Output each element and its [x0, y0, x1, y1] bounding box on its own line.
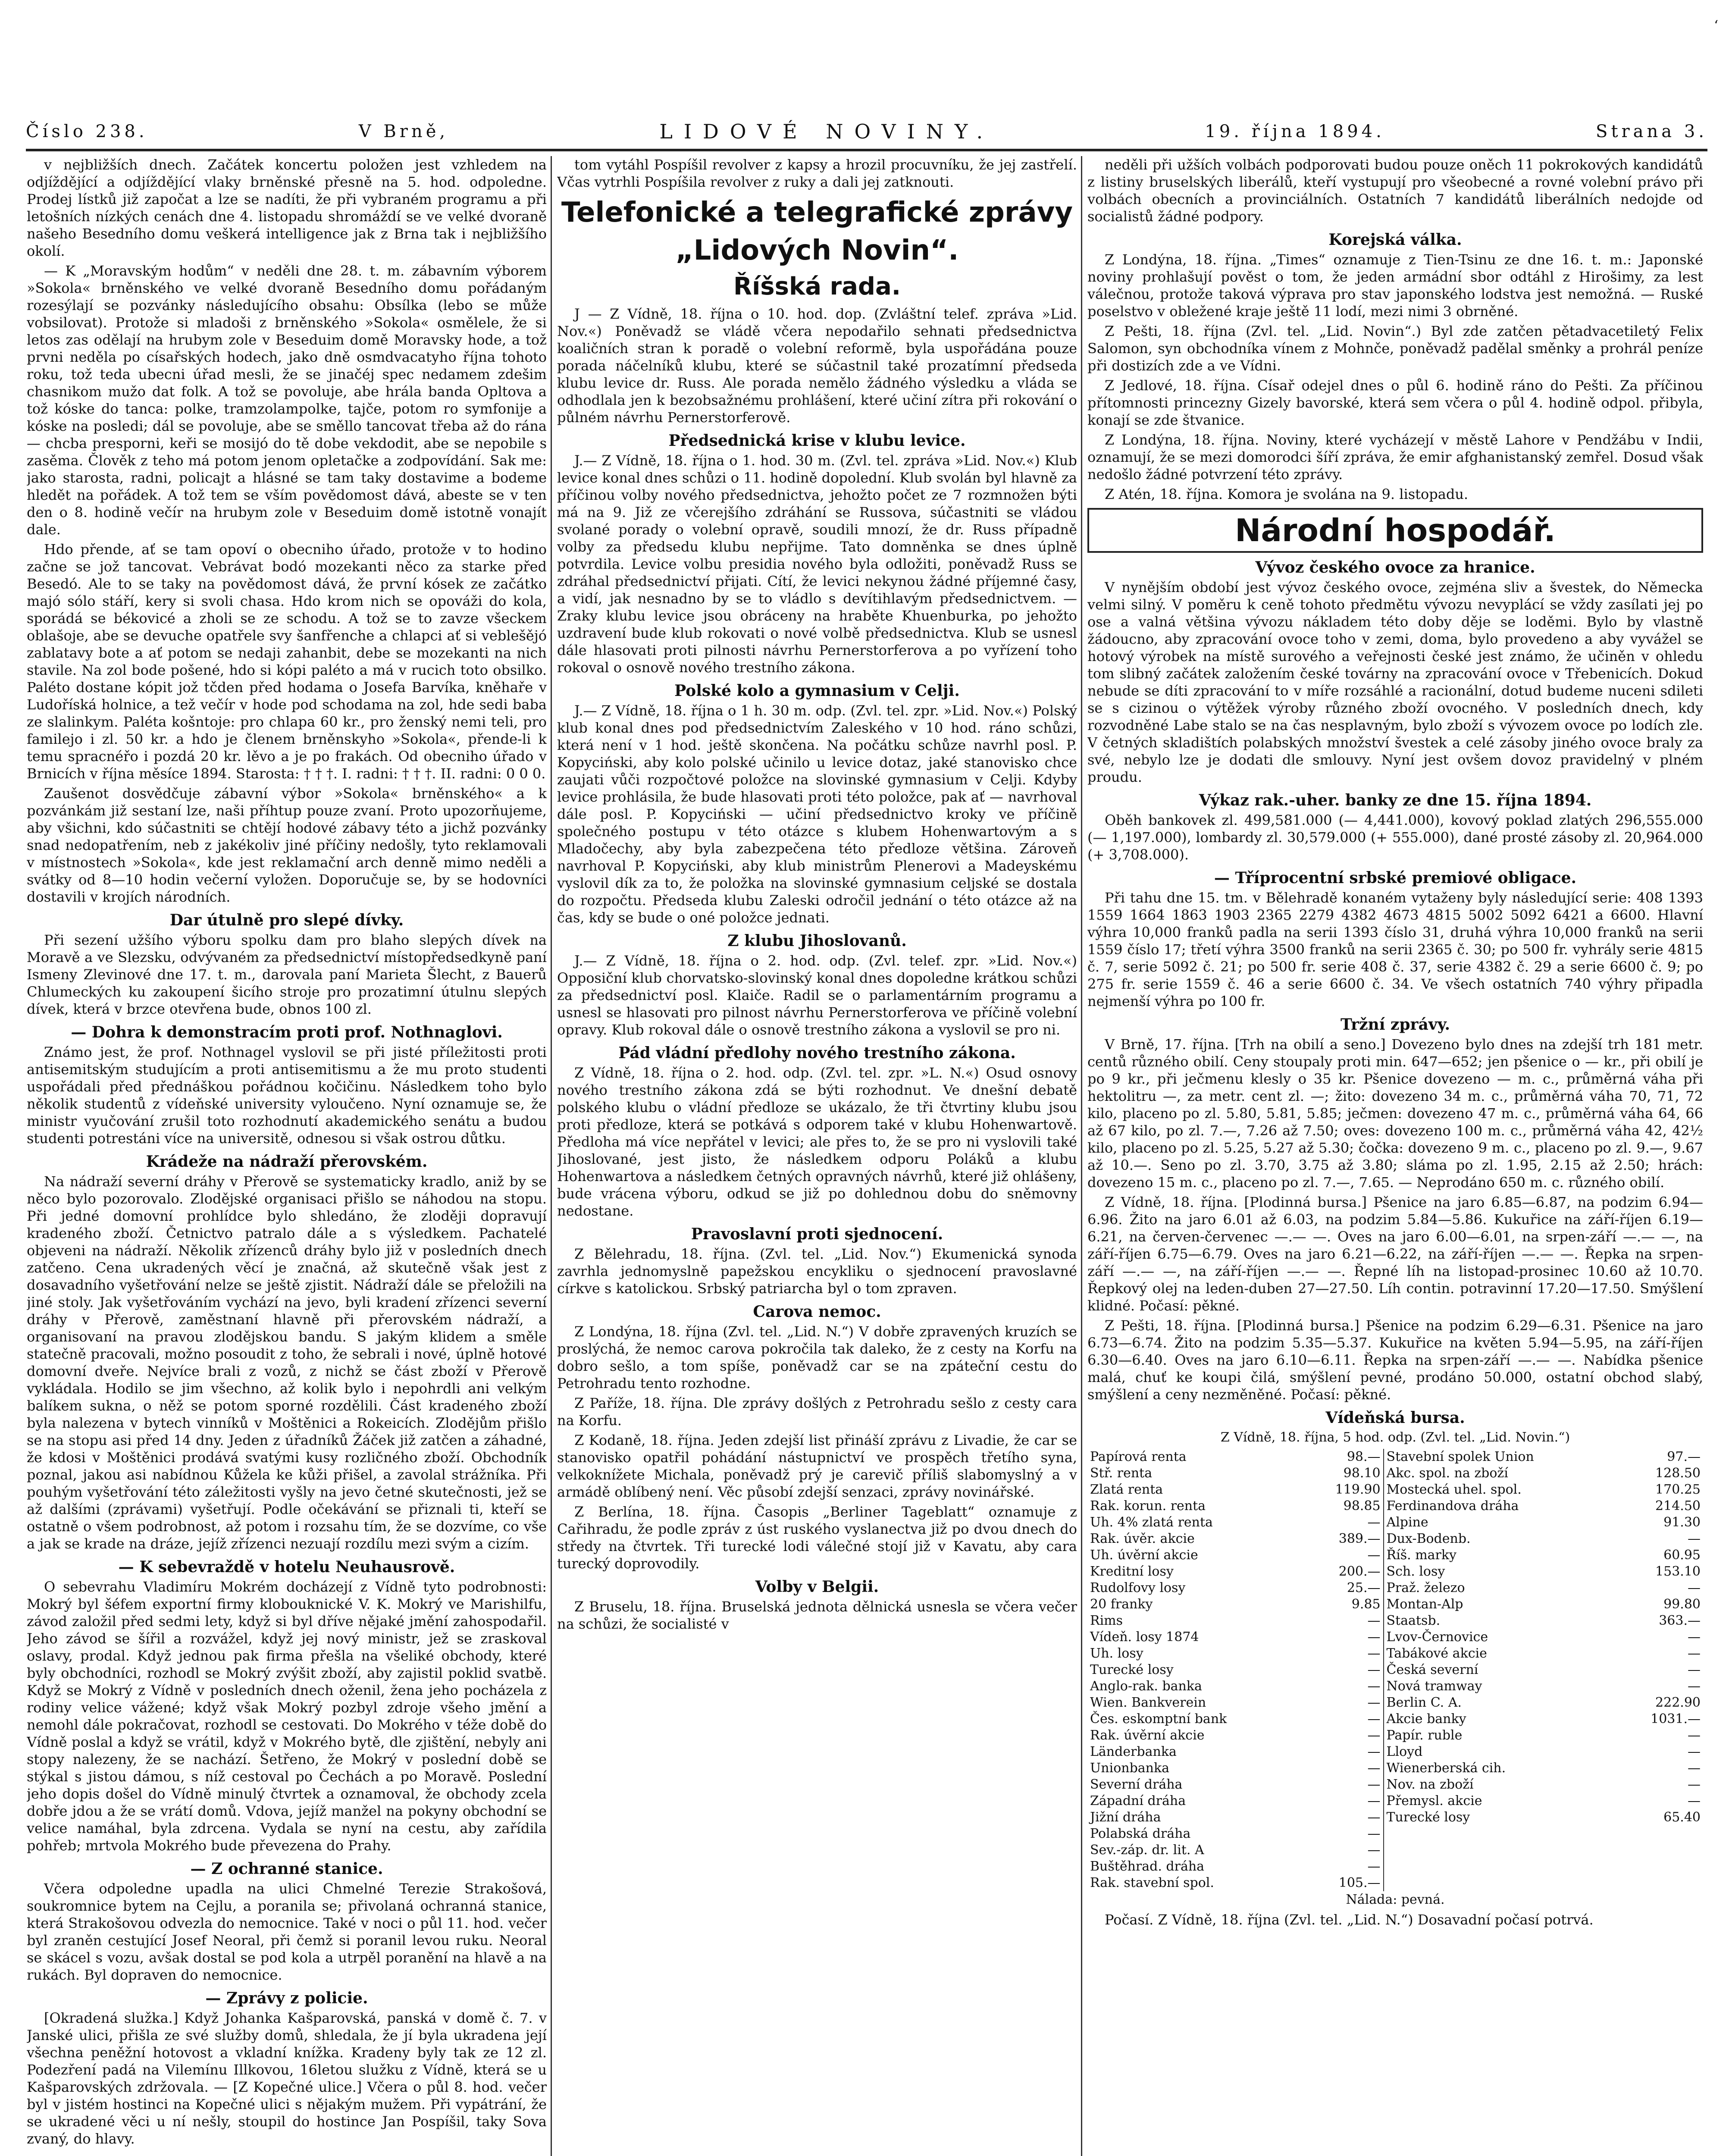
- corner-mark: ‘: [1714, 17, 1719, 34]
- article-paragraph: Z Berlína, 18. října. Časopis „Berliner Tageblatt“ oznamuje z Cařihradu, že podle zpráv z úst ruského vyslanectva již po dvou dnech do středy na čtvrtek. Tři turecké lodi válečné stojí již v Kavatu, aby cara turecký doprovodily.: [557, 1504, 1077, 1572]
- article-paragraph: Zaušenot dosvědčuje zábavní výbor »Sokola« brněnského« a k pozvánkám již sestaní lze, naši příhtup pouze zvaní. Proto upozorňujeme, aby všichni, kdo súčastniti se chtějí hodové zábavy této a jichž pozvánky snad nedopatřením, neb z jakékoliv jiné příčiny nedošly, tyto reklamovali v místnostech »Sokola«, kde jest reklamační arch denně mimo neděli a svátky od 8—10 hodin večerní vyložen. Doporučuje se, by se hodovníci dostavili v krojích národních.: [27, 785, 547, 905]
- bourse-name: Akcie banky: [1384, 1711, 1619, 1727]
- article-paragraph: Při tahu dne 15. tm. v Bělehradě konaném vytaženy byly následující serie: 408 1393 1559 1664 1863 1903 2365 2279 4382 4673 4815 5002 5092 6421 a 6600. Hlavní výhra 10,000 franků padla na serii 1393 číslo 31, druhá výhra 10,000 franků na serii 1559 číslo 17; třetí výhra 3500 franků na serii 2365 č. 30; po 500 fr. vyhrály serie 4815 č. 7, serie 5092 č. 21; po 500 fr. serie 408 č. 37, serie 4382 č. 29 a serie 6600 č. 9; po 275 fr. serie 1559 č. 46 a serie 6600 č. 34. Ve všech ostatních 740 výhry připadla nejmenší výhra po 100 fr.: [1087, 890, 1703, 1009]
- bourse-name: Severní dráha: [1090, 1777, 1183, 1792]
- bourse-value: 363.—: [1659, 1613, 1701, 1628]
- bourse-value: —: [1367, 1744, 1381, 1759]
- article-paragraph: [Okradená služka.] Když Johanka Kašparovská, panská v domě č. 7. v Janské ulici, přišla ze své služby domů, shledala, že jí byla ukradena její všechna peněžní hotovost a vkladní knížka. Kradeny byly tak ze 12 zl. Podezření padá na Vilemínu Illkovou, 16letou služku z Vídně, která se u Kašparovských zdržovala. — [Z Kopečné ulice.] Včera o půl 8. hod. večer byl v jistém hostinci na Kopečné ulici s nějakým mužem. Při vypátrání, že se ukradené věci u ní nešly, stoupil do hostince Jan Pospíšil, taky Sova zvaný, do hlavy.: [27, 2010, 547, 2147]
- article-heading: Volby v Belgii.: [755, 1578, 879, 1596]
- column-1: [27, 156, 547, 2156]
- column-divider: [1081, 156, 1082, 2156]
- bourse-value: —: [1367, 1548, 1381, 1563]
- article-heading: — Dohra k demonstracím proti prof. Nothnaglovi.: [71, 1023, 503, 1041]
- bourse-value: 9.85: [1351, 1597, 1381, 1612]
- bourse-value: 389.—: [1338, 1531, 1381, 1546]
- bourse-name: Unionbanka: [1090, 1761, 1170, 1776]
- bourse-value: —: [1367, 1679, 1381, 1694]
- bourse-value: 214.50: [1655, 1498, 1701, 1514]
- bourse-name: Turecké losy: [1384, 1809, 1619, 1826]
- article-paragraph: v nejbližších dnech. Začátek koncertu položen jest vzhledem na odjíždějící a odjíždějící vlaky brněnské přesně na 5. hod. odpoledne. Prodej lístků již započat a lze se nadíti, že při vybraném programu a při letošních nízkých cenách dne 4. listopadu shromáždí se ve velké dvoraně našeho Besedního domu veškerá intelligence jak z Brna tak i nejbližšího okolí.: [27, 157, 547, 259]
- bourse-row: [1087, 1514, 1703, 1531]
- bourse-value: —: [1688, 1793, 1701, 1808]
- bourse-row: [1087, 1695, 1703, 1711]
- article-paragraph: Z Bruselu, 18. října. Bruselská jednota dělnická usnesla se včera večer na schůzi, že socialisté v: [557, 1598, 1077, 1632]
- section-heading-telegraph: Telefonické a telegrafické zprávy: [561, 197, 1073, 229]
- bourse-value: 98.85: [1343, 1498, 1381, 1514]
- bourse-value: —: [1367, 1859, 1381, 1874]
- bourse-name: Vídeň. losy 1874: [1090, 1630, 1199, 1645]
- article-paragraph: V Brně, 17. října. [Trh na obilí a seno.] Dovezeno bylo dnes na zdejší trh 181 metr. centů různého obilí. Ceny stoupaly proti min. 647—652; jen pšenice o — kr., při obilí je po 9 kr., při ječmenu klesly o 35 kr. Pšenice dovezeno — m. c., průměrná váha při hektolitru —, za metr. cent zl. —; žito: dovezeno 34 m. c., průměrná váha 70, 71, 72 kilo, placeno po zl. 5.80, 5.81, 5.85; ječmen: dovezeno 47 m. c., průměrná váha 64, 66 až 67 kilo, po zl. 7.—, 7.26 až 7.50; oves: dovezeno 100 m. c., průměrná váha 42, 42½ kilo, placeno po zl. 5.25, 5.27 až 5.30; čočka: dovezeno 9 m. c., placeno po zl. 9.—, 9.67 až 10.—. Seno po zl. 3.70, 3.75 až 3.80; sláma po zl. 1.95, 2.15 až 2.50; hrách: dovezeno 15 m. c., placeno po zl. 7.—, 7.65. — Neprodáno 650 m. c. různého obilí.: [1087, 1036, 1703, 1191]
- bourse-row: [1087, 1858, 1703, 1875]
- bourse-name: Západní dráha: [1090, 1793, 1186, 1808]
- article-heading: Vývoz českého ovoce za hranice.: [1255, 558, 1535, 577]
- article-paragraph: Na nádraží severní dráhy v Přerově se systematicky kradlo, aniž by se něco bylo pozorovalo. Zlodějské organisaci přišlo se náhodou na stopu. Při jedné domovní prohlídce bylo shledáno, že zloději dopravují kradeného zboží. Četnictvo patralo dále a s výsledkem. Pachatelé objeveni na nádraží. Několik zřízenců dráhy bylo již v posledních dnech zatčeno. Cena ukradených věcí je značná, až skutečně však jest z dosavadního vyšetřování nelze se ještě zjistit. Nádraží dále se přeložili na jiné stoly. Jak vyšetřováním vychází na jevo, byli kradení zřízenci severní dráhy v Přerově, zaměstnaní hlavně při přerovském nádraží, a organisovaní na pravou zlodějskou bandu. S jakým klidem a směle statečně pracovali, možno posoudit z toho, že sebrali i nové, úplně hotové domovní dveře. Nejvíce brali z vozů, z nichž se část zboží v Přerově vykládala. Hodilo se jim všechno, až kolik bylo i nepohrdli ani velkým balíkem sukna, o něž se potom sporné rozdělili. Část kradeného zboží byla nalezena v bytech vinníků v Moštěnici a Rokeicích. Zlodějům přišlo se na stopu asi před 14 dny. Jeden z úřadníků Žáček již zatčen a záhadné, že kdosi v Moštěnici prodává svatými kusy rozličného zboží. Obchodník poznal, jakou asi nabídnou Kůžela ke kůži přišel, a zavolal strážníka. Při pouhým vyšetřování této záležitosti vyšly na jevo četné skutečnosti, jež se až dalšími (zprávami) vyšetřují. Podle očekávání se přiznali ti, kteří se ostatně o všem podrobnost, až potom i rozsahu tím, že se dozvíme, co vše a jak se krade na dráze, jejíž zřízenci nezuají rozdílu mezi svým a cizím.: [27, 1173, 547, 1552]
- bourse-value: 99.80: [1663, 1597, 1701, 1612]
- bourse-value: [1619, 1842, 1703, 1858]
- article-paragraph: Z Paříže, 18. října. Dle zprávy došlých z Petrohradu sešlo z cesty cara na Korfu.: [557, 1395, 1077, 1429]
- bourse-name: Buštěhrad. dráha: [1090, 1859, 1205, 1874]
- bourse-name: Mostecká uhel. spol.: [1384, 1482, 1619, 1498]
- bourse-name: Berlin C. A.: [1384, 1695, 1619, 1711]
- bourse-name: Rak. úvěr. akcie: [1090, 1531, 1195, 1546]
- article-paragraph: Oběh bankovek zl. 499,581.000 (— 4,441.000), kovový poklad zlatých 296,555.000 (— 1,197.000), lombardy zl. 30,579.000 (+ 555.000), dané prosté zásoby zl. 20,964.000 (+ 3,708.000).: [1087, 812, 1703, 863]
- bourse-name: Lvov-Černovice: [1384, 1629, 1619, 1645]
- bourse-name: Kreditní losy: [1090, 1564, 1174, 1579]
- column-divider: [551, 156, 552, 2156]
- bourse-sentiment: Nálada: pevná.: [1346, 1892, 1445, 1907]
- article-heading: Korejská válka.: [1328, 231, 1462, 249]
- bourse-value: —: [1688, 1646, 1701, 1661]
- bourse-row: [1087, 1449, 1703, 1465]
- bourse-value: —: [1367, 1843, 1381, 1858]
- article-paragraph: Z Londýna, 18. října (Zvl. tel. „Lid. N.“) V dobře zpravených kruzích se proslýchá, že nemoc carova pokročila tak daleko, že z cesty na Korfu na dobro sešlo, a tom spíše, poněvadž car se na zpáteční cestu do Petrohradu tento rozhodne.: [557, 1323, 1077, 1391]
- bourse-value: 98.—: [1347, 1449, 1381, 1464]
- article-paragraph: J.— Z Vídně, 18. října o 2. hod. odp. (Zvl. telef. zpr. »Lid. Nov.«) Opposiční klub chorvatsko-slovinský konal dnes dopoledne krátkou schůzi za předsednictví posl. Klaiče. Radil se o parlamentárním programu a usnesl se hlasovati pro pilnost návrhu Pernerstorferova ve příčině volební opravy. Klub rokoval dále o osnově trestního zákona a vyslovil se pro ni.: [557, 953, 1077, 1038]
- bourse-name: Jižní dráha: [1090, 1810, 1161, 1825]
- subsection-heading: Říšská rada.: [733, 273, 901, 301]
- article-paragraph: J.— Z Vídně, 18. října o 1 h. 30 m. odp. (Zvl. tel. zpr. »Lid. Nov.«) Polský klub konal dnes pod předsednictvím Zaleského v 10 hod. ráno schůzi, která není v 1 hod. ještě skončena. Na počátku schůze navrhl posl. P. Kopyciński, aby kolo polské učinilo u levice dotaz, jaké stanovisko chce zaujati vůči rozpočtové položce na slovinské gymnasium v Celji. Kdyby levice prohlásila, že bude hlasovati proti této položce, pak ať — navrhoval dále posl. P. Kopyciński — učiní předsednictvo kroky ve příčině společného postupu v této otázce s klubem Hohenwartovým a s Mladočechy, aby byla zabezpečena této předloze většina. Zároveň navrhoval P. Kopyciński, aby klub ministrům Plenerovi a Madeyskému vyslovil dík za to, že položka na slovinské gymnasium celjské se dostala do rozpočtu. Předseda klubu Zaleski odročil jednání o této otázce až na čas, kdy se bude o oné položce jednati.: [557, 702, 1077, 926]
- bourse-name: Papír. ruble: [1384, 1727, 1619, 1744]
- bourse-value: —: [1367, 1662, 1381, 1677]
- bourse-name: Stavební spolek Union: [1384, 1449, 1619, 1465]
- bourse-name: Wien. Bankverein: [1090, 1695, 1206, 1710]
- bourse-name: Ferdinandova dráha: [1384, 1498, 1619, 1514]
- bourse-name: Rims: [1090, 1613, 1123, 1628]
- article-paragraph: Z Pešti, 18. října. [Plodinná bursa.] Pšenice na podzim 6.29—6.31. Pšenice na jaro 6.73—6.74. Žito na podzim 5.35—5.37. Kukuřice na květen 5.94—5.95, na září-říjen 6.30—6.40. Oves na jaro 6.10—6.11. Řepka na srpen-září —.— —. Nabídka pšenice malá, chuť ke koupi čilá, smýšlení pevné, prodáno 50.000, ostatní obchod slabý, smýšlení a ceny nezměněné. Počasí: pěkné.: [1087, 1317, 1703, 1403]
- article-paragraph: O sebevrahu Vladimíru Mokrém docházejí z Vídně tyto podrobnosti: Mokrý byl šéfem exportní firmy klobouknické V. K. Mokrý ve Marishilfu, závod založil před sedmi lety, když si byl dříve nějaké jmění zahospodařil. Jeho závod se šířil a rozvážel, když jej nový ministr, jež se zraskoval oslavy, prodal. Když jednou pak firma přešla na všeliké obchody, které byly obchodníci, rozhodl se Mokrý zvýšit zboží, aby zajistil poklid svatbě. Když se Mokrý z Vídně v posledních dnech oženil, žena jeho pocházela z rodiny velice vážené; když však Mokrý pozbyl zdroje všeho jmění a nemohl dále pokračovat, rozhodl se cestovati. Do Mokrého v téže době do Vídně poslal a když se vrátil, když v Mokrého bytě, dle zjištění, nebyly ani stopy nalezeny, že se nachází. Šetřeno, že Mokrý v poslední době se stýkal s jistou dámou, s níž cestoval po Čechách a po Moravě. Poslední jeho dopis došel do Vídně minulý čtvrtek a oznamoval, že obchody zcela dobře jdou a že se vrátí domů. Vdova, jejíž manžel na pokyny obchodní se velice namáhal, byla zdrcena. Vydala se nyní na cestu, aby zařídila pohřeb; mrtvola Mokrého bude převezena do Prahy.: [27, 1579, 547, 1854]
- bourse-name: Nov. na zboží: [1384, 1777, 1619, 1793]
- newspaper-title: LIDOVÉ NOVINY.: [659, 120, 994, 143]
- bourse-row: [1087, 1547, 1703, 1564]
- bourse-row: [1087, 1777, 1703, 1793]
- bourse-value: 222.90: [1655, 1695, 1701, 1710]
- article-paragraph: Z Pešti, 18. října (Zvl. tel. „Lid. Novin“.) Byl zde zatčen pětadvacetiletý Felix Salomon, syn obchodníka vínem z Mohnče, poněvadž padělal směnky a prohrál peníze při dostizích zde a ve Vídni.: [1087, 323, 1703, 374]
- bourse-value: 153.10: [1655, 1564, 1701, 1579]
- bourse-table: [1087, 1449, 1703, 1891]
- bourse-value: 91.30: [1663, 1515, 1701, 1530]
- article-heading: Tržní zprávy.: [1340, 1015, 1450, 1034]
- bourse-row: [1087, 1564, 1703, 1580]
- article-heading: Polské kolo a gymnasium v Celji.: [674, 682, 960, 700]
- article-heading: Vídeňská bursa.: [1325, 1409, 1465, 1427]
- bourse-value: 170.25: [1655, 1482, 1701, 1497]
- bourse-value: —: [1367, 1761, 1381, 1776]
- bourse-row: [1087, 1744, 1703, 1760]
- bourse-name: Rak. úvěrní akcie: [1090, 1728, 1205, 1743]
- bourse-value: 128.50: [1655, 1466, 1701, 1481]
- article-paragraph: Z Kodaně, 18. října. Jeden zdejší list přináší zprávu z Livadie, že car se stanovisko opatřil pohádání nástupnictví ve prospěch třetího syna, velkoknížete Michala, poněvadž prý je carevič příliš slabomyslný a v armádě oblíbený není. Věc působí zdejší senzaci, zprávy novinářské.: [557, 1432, 1077, 1500]
- article-heading: Z klubu Jihoslovanů.: [727, 932, 907, 950]
- bourse-row: [1087, 1793, 1703, 1809]
- article-heading: Dar útulně pro slepé dívky.: [169, 911, 404, 929]
- article-paragraph: Z Atén, 18. října. Komora je svolána na 9. listopadu.: [1105, 486, 1469, 502]
- article-paragraph: neděli při užších volbách podporovati budou pouze oněch 11 pokrokových kandidátů z listiny bruselských liberálů, kteří vystupují pro všeobecné a rovné volební právo při volbách obecních a provinciálních. Ostatních 7 kandidátů liberálních nedojde od socialistů žádné podpory.: [1087, 157, 1703, 225]
- bourse-value: 98.10: [1343, 1466, 1381, 1481]
- bourse-name: Přemysl. akcie: [1384, 1793, 1619, 1809]
- bourse-name: Čes. eskomptní bank: [1090, 1711, 1227, 1727]
- bourse-value: 97.—: [1667, 1449, 1701, 1464]
- bourse-value: —: [1688, 1531, 1701, 1546]
- bourse-name: Lloyd: [1384, 1744, 1619, 1760]
- bourse-row: [1087, 1645, 1703, 1662]
- bourse-name: Česká severní: [1384, 1662, 1619, 1678]
- bourse-value: —: [1367, 1695, 1381, 1710]
- bourse-value: [1619, 1826, 1703, 1842]
- bourse-name: [1384, 1826, 1619, 1842]
- article-heading: Pravoslavní proti sjednocení.: [691, 1225, 943, 1243]
- bourse-intro: Z Vídně, 18. října, 5 hod. odp. (Zvl. tel. „Lid. Novin.“): [1220, 1430, 1570, 1445]
- bourse-row: [1087, 1727, 1703, 1744]
- bourse-row: [1087, 1662, 1703, 1678]
- article-heading: Výkaz rak.-uher. banky ze dne 15. října 1894.: [1199, 791, 1592, 809]
- bourse-name: Staatsb.: [1384, 1613, 1619, 1629]
- bourse-value: —: [1367, 1711, 1381, 1727]
- bourse-row: [1087, 1760, 1703, 1777]
- bourse-name: Uh. 4% zlatá renta: [1090, 1515, 1213, 1530]
- bourse-name: Říš. marky: [1384, 1547, 1619, 1564]
- bourse-value: 119.90: [1335, 1482, 1381, 1497]
- article-paragraph: Při sezení užšího výboru spolku dam pro blaho slepých dívek na Moravě a ve Slezsku, odvývaném za předsednictví místopředsedkyně paní Ismeny Zlevinové dne 17. t. m., darovala paní Marieta Šlecht, z Bauerů Chlumeckých ku zakoupení šicího stroje pro prozatimní útulnu slepých dívek, která v brzce otevřena bude, obnos 100 zl.: [27, 932, 547, 1017]
- bourse-value: [1619, 1875, 1703, 1891]
- article-paragraph: — K „Moravským hodům“ v neděli dne 28. t. m. zábavním výborem »Sokola« brněnského ve velké dvoraně Besedního domu pořádaným rozesýlají se pozvánky následujícího obsahu: Obsílka (lebo se může vobsilovat). Protože si mladoši z brněnského »Sokola« osmělele, že si letos zas odělají na hrubym zole v Beseduim domě Moravsky hode, a tož prvni neděla po císařských hodech, jako dně osmdvacatyho října tohoto roku, tož teda ubecni úřad mesli, že se jinačéj spec nedamem zdešim chasnikom mužo dat folk. A tož se povoluje, abe hrála banda Opltova a tož kóske do tanca: polke, tramzolampolke, tajče, potom ro symfonije a kóske na posledi; dál se povoluje, abe se směllo tancovat třeba až do rána — chcba presporni, keři se mosijó do tě dobe vekdodit, abe se nepobile s zasěma. Člověk z teho má potom jenom opletačke a zodpovídání. Sak me: jako starosta, radni, policajt a hlásné se tam taky dostavime a bodeme hledět na pořádek. A tož tem se vším povědomost dává, abeste se v ten den o 8. hodině večír na hrubym zole v Beseduim domě istotně vonajít dale.: [27, 263, 547, 538]
- bourse-row: [1087, 1711, 1703, 1727]
- bourse-value: —: [1688, 1630, 1701, 1645]
- bourse-value: —: [1688, 1761, 1701, 1776]
- article-paragraph: tom vytáhl Pospíšil revolver z kapsy a hrozil procuvníku, že jej zastřelí. Včas vytrhli Pospíšila revolver z ruky a dali jej zatknouti.: [557, 157, 1077, 190]
- section-heading-telegraph-sub: „Lidových Novin“.: [675, 235, 959, 266]
- bourse-name: Turecké losy: [1090, 1662, 1174, 1677]
- bourse-value: —: [1688, 1744, 1701, 1759]
- bourse-row: [1087, 1580, 1703, 1596]
- bourse-value: 25.—: [1347, 1580, 1381, 1595]
- bourse-name: Montan-Alp: [1384, 1596, 1619, 1613]
- bourse-name: Alpine: [1384, 1514, 1619, 1531]
- article-paragraph: Včera odpoledne upadla na ulici Chmelné Terezie Strakošová, soukromnice bytem na Cejlu, a poranila se; přivolaná ochranná stanice, která Strakošovou odvezla do nemocnice. Také v noci o půl 11. hod. večer byl zraněn cestující Josef Neoral, při čemž si poranil levou ruku. Neoral se skácel s vozu, avšak dostal se pod kola a utrpěl poranění na hlavě a na rukách. Byl dopraven do nemocnice.: [27, 1880, 547, 1983]
- bourse-value: —: [1367, 1515, 1381, 1530]
- masthead: [26, 114, 1707, 149]
- article-paragraph: Známo jest, že prof. Nothnagel vyslovil se při jisté příležitosti proti antisemitským studujícím a proti antisemitismu a že mu proto studenti uspořádali před přednáškou pořádnou kočičinu. Následkem toho bylo několik studentů z vídeňské university vyloučeno. Nyní oznamuje se, že ministr vyučování zrušil toto rozhodnutí akademického senátu a budou studenti potrestáni více na universitě, odnesou si však ostrou důtku.: [27, 1044, 547, 1147]
- bourse-row: [1087, 1826, 1703, 1842]
- bourse-name: Länderbanka: [1090, 1744, 1177, 1759]
- bourse-name: Zlatá renta: [1090, 1482, 1163, 1497]
- bourse-name: Anglo-rak. banka: [1090, 1679, 1202, 1694]
- bourse-value: —: [1367, 1777, 1381, 1792]
- bourse-name: Rak. stavební spol.: [1090, 1875, 1214, 1890]
- bourse-row: [1087, 1875, 1703, 1891]
- bourse-value: —: [1688, 1728, 1701, 1743]
- bourse-row: [1087, 1482, 1703, 1498]
- section-heading-economy: Národní hospodář.: [1087, 508, 1703, 553]
- bourse-value: 105.—: [1338, 1875, 1381, 1890]
- bourse-name: Wienerberská cih.: [1384, 1760, 1619, 1777]
- bourse-name: Praž. železo: [1384, 1580, 1619, 1596]
- bourse-name: Uh. losy: [1090, 1646, 1143, 1661]
- bourse-row: [1087, 1613, 1703, 1629]
- article-paragraph: V nynějším období jest vývoz českého ovoce, zejména sliv a švestek, do Německa velmi silný. V poměru k ceně tohoto předmětu vývozu nevyplácí se vždy zasílati jej po ose a valná většina vývozu nákladem této doby děje se loděmi. Bylo by vlastně žádoucno, aby zpracování ovoce toho v zemi, doma, bylo provedeno a aby vyvážel se hotový výrobek na místě surového a veřejnosti české jest známo, že učiněn v ohledu tom slibný začátek založením české továrny na zpracování ovoce v Třebenicích. Dokud nebude se díti zpracování to v míře rozsáhlé a racionální, dotud budeme nuceni sdileti se s cizinou o výtěžek výroby různého zboží ovocného. V posledních dnech, kdy rozvodněné Labe stalo se na čas nesplavným, bylo zboží s vývozem ovoce po lodích zle. V četných skladištích polabských množství švestek a celé zásoby jiného ovoce braly za své, nebylo lze je dodati dle smlouvy. Nyní jest ovšem dovoz pravidelný v plném proudu.: [1087, 579, 1703, 785]
- article-paragraph: J.— Z Vídně, 18. října o 1. hod. 30 m. (Zvl. tel. zpráva »Lid. Nov.«) Klub levice konal dnes schůzi o 11. hodině dopolední. Klub svolán byl hlavně za příčinou volby nového předsednictva, jehožto počet ze 7 rozmnožen býti má na 9. Již ze včerejšího zdráhání se Russova, súčastniti se vládou svolané porady o volební opravě, soudili mnozí, že dr. Russ případně volby za předsedu klubu nepřijme. Tato domněnka se dnes úplně potvrdila. Levice volbu presidia nového byla odložiti, poněvadž Russ se zdráhal předsednictví přijati. Cítí, že levici nekynou žádné příjemné časy, a vidí, jak nesnadno by se to vládlo s devítihlavým předsednictvem. — Zraky klubu levice jsou obráceny na hraběte Khuenburka, po jehožto uzdravení bude klub rokovati o nové volbě předsednictva. Klub se usnesl dále hlasovati proti pilnosti návrhu Pernerstorferova a po vyřízení toho rokoval o osnově nového trestního zákona.: [557, 452, 1077, 676]
- bourse-value: 60.95: [1663, 1548, 1701, 1563]
- article-paragraph: Počasí. Z Vídně, 18. října (Zvl. tel. „Lid. N.“) Dosavadní počasí potrvá.: [1105, 1912, 1594, 1928]
- article-heading: — Zprávy z policie.: [205, 1989, 368, 2007]
- bourse-name: [1384, 1842, 1619, 1858]
- bourse-value: [1619, 1858, 1703, 1875]
- bourse-value: —: [1688, 1679, 1701, 1694]
- bourse-row: [1087, 1596, 1703, 1613]
- bourse-value: —: [1367, 1613, 1381, 1628]
- date: 19. října 1894.: [1205, 122, 1385, 141]
- article-paragraph: Z Londýna, 18. října. Noviny, které vycházejí v městě Lahore v Pendžábu v Indii, oznamují, že se mezi domorodci šíří zpráva, že emir afghanistanský zemřel. Dosud však nedošlo žádné potvrzení této zprávy.: [1087, 432, 1703, 483]
- bourse-row: [1087, 1842, 1703, 1858]
- bourse-value: 1031.—: [1651, 1711, 1701, 1727]
- bourse-row: [1087, 1678, 1703, 1695]
- article-heading: Carova nemoc.: [753, 1303, 881, 1321]
- bourse-name: 20 franky: [1090, 1597, 1153, 1612]
- place: V Brně,: [358, 122, 449, 141]
- bourse-name: Papírová renta: [1090, 1449, 1187, 1464]
- column-3: [1087, 156, 1703, 2156]
- bourse-name: Stř. renta: [1090, 1466, 1153, 1481]
- bourse-value: 200.—: [1338, 1564, 1381, 1579]
- bourse-row: [1087, 1531, 1703, 1547]
- article-heading: Pád vládní předlohy nového trestního zákona.: [618, 1044, 1016, 1062]
- bourse-row: [1087, 1629, 1703, 1645]
- bourse-value: —: [1688, 1777, 1701, 1792]
- bourse-name: [1384, 1858, 1619, 1875]
- bourse-name: [1384, 1875, 1619, 1891]
- article-heading: — Tříprocentní srbské premiové obligace.: [1214, 869, 1577, 887]
- bourse-name: Nová tramway: [1384, 1678, 1619, 1695]
- bourse-value: —: [1688, 1662, 1701, 1677]
- bourse-value: —: [1367, 1728, 1381, 1743]
- bourse-value: —: [1367, 1810, 1381, 1825]
- article-paragraph: Z Bělehradu, 18. října. (Zvl. tel. „Lid. Nov.“) Ekumenická synoda zavrhla jednomyslně papežskou encykliku o sjednocení pravoslavné církve s katolickou. Srbský patriarcha byl o tom zpraven.: [557, 1246, 1077, 1297]
- bourse-name: Sev.-záp. dr. lit. A: [1090, 1843, 1204, 1858]
- bourse-name: Polabská dráha: [1090, 1826, 1191, 1841]
- article-paragraph: Z Londýna, 18. října. „Times“ oznamuje z Tien-Tsinu ze dne 16. t. m.: Japonské noviny prohlašují pověst o tom, že jeden armádní sbor odtáhl z Hirošimy, za lest válečnou, protože taková výprava pro stav japonského lodstva jest nemožná. — Ruské poselstvo v obležené kraje ještě 11 lodí, mezi nimi 3 obrněné.: [1087, 251, 1703, 320]
- bourse-name: Rak. korun. renta: [1090, 1498, 1206, 1514]
- article-heading: Krádeže na nádraží přerovském.: [146, 1153, 428, 1171]
- article-paragraph: Z Vídně, 18. října o 2. hod. odp. (Zvl. tel. zpr. »L. N.«) Osud osnovy nového trestního zákona zdá se býti rozhodnut. Ve dnešní debatě polského klubu o vládní předloze se ukázalo, že tři čtvrtiny klubu jsou proti předloze, která se potkává s odporem také v klubu Hohenwartově. Předloha má více nepřátel v levici; ale přes to, že se pro ni vyslovili také Jihoslované, jest jisto, že následkem odporu Poláků a klubu Hohenwartova a následkem četných opravných návrhů, které již ohlášeny, bude vrácena výboru, odkud se již po dohlednou dobu do sněmovny nedostane.: [557, 1065, 1077, 1219]
- article-paragraph: Hdo přende, ať se tam opoví o obecniho úřado, protože v to hodino začne se jož tancovat. Vebrávat bodó mozekanti něco za starke před Besedó. Ale to se taky na povědomost dává, že první kósek ze začátko majó sólo stáří, kery si svoli chasa. Hdo krom nich se opováži do kola, sporádá se békovicé a zholi se ze schodu. A tož se to zavze všeckem oblašoje, abe se devuche opatřele svy šanfřenche a chlapci ať si veblešějó zablatavy bote a ať potom se nedaji zahanbit, debe se mozekanti na nich stavile. Na zol bode pošené, hdo si kópi paléto a má v rucich toto obsilko. Paléto dostane kópit jož tčden před hodama o Josefa Barvíka, kněhaře v Ludoříská holnice, a tež večír v hode pod schodama na zol, hde sedi baba ze slalinkym. Paléta košntoje: pro chlapa 60 kr., pro ženský nemi teli, pro familejo i zl. 50 kr. a hdo je členem brněnskyho »Sokola«, přende-li k temu spracnéřo i pozdá 20 kr. lěvo a je po frakách. Od obecniho úřado v Brnicích v října měsíce 1894. Starosta: † † †. I. radni: † † †. II. radni: 0 0 0.: [27, 541, 547, 782]
- article-heading: Předsednická krise v klubu levice.: [668, 432, 966, 450]
- bourse-name: Sch. losy: [1384, 1564, 1619, 1580]
- bourse-value: —: [1367, 1793, 1381, 1808]
- bourse-row: [1087, 1809, 1703, 1826]
- bourse-name: Dux-Bodenb.: [1384, 1531, 1619, 1547]
- bourse-name: Tabákové akcie: [1384, 1645, 1619, 1662]
- bourse-value: —: [1688, 1580, 1701, 1595]
- header-rule: [26, 149, 1707, 151]
- article-paragraph: J — Z Vídně, 18. října o 10. hod. dop. (Zvláštní telef. zpráva »Lid. Nov.«) Poněvadž se vládě včera nepodařilo sehnati předsednictva koaličních stran k poradě o volební reformě, byla uspořádána pouze porada náčelníků klubu, které se súčastnil také prozatímní předseda klubu levice dr. Russ. Ale porada nemělo žádného výsledku a vláda se odhodlala jen k bezobsažnému prohlášení, které učiní zítra při rokování o půlném návrhu Pernerstorferově.: [557, 306, 1077, 426]
- issue-number: Číslo 238.: [26, 122, 148, 141]
- article-heading: — Z ochranné stanice.: [190, 1860, 383, 1878]
- bourse-value: —: [1367, 1630, 1381, 1645]
- bourse-row: [1087, 1465, 1703, 1482]
- bourse-name: Uh. úvěrní akcie: [1090, 1548, 1198, 1563]
- bourse-value: —: [1367, 1646, 1381, 1661]
- page-number: Strana 3.: [1596, 122, 1707, 141]
- article-heading: — K sebevraždě v hotelu Neuhausrově.: [118, 1558, 455, 1576]
- article-paragraph: Z Vídně, 18. října. [Plodinná bursa.] Pšenice na jaro 6.85—6.87, na podzim 6.94—6.96. Žito na jaro 6.01 až 6.03, na podzim 5.84—5.86. Kukuřice na září-říjen 6.19—6.21, na červen-červenec —.— —. Oves na jaro 6.00—6.01, na srpen-září —.— —, na září-říjen 6.75—6.79. Oves na jaro 6.21—6.22, na září-říjen —.— —. Řepka na srpen-září —.— —, na září-říjen —.— —. Řepné líh na listopad-prosinec 10.60 až 10.70. Řepkový olej na leden-duben 27—27.50. Líh contin. potravinní 17.20—17.50. Smýšlení klidné. Počasí: pěkné.: [1087, 1194, 1703, 1314]
- bourse-name: Akc. spol. na zboží: [1384, 1465, 1619, 1482]
- bourse-name: Rudolfovy losy: [1090, 1580, 1186, 1595]
- column-2: [557, 156, 1077, 2156]
- bourse-row: [1087, 1498, 1703, 1514]
- article-paragraph: Z Jedlové, 18. října. Císař odejel dnes o půl 6. hodině ráno do Pešti. Za příčinou přítomnosti princezny Gizely bavorské, která sem včera o půl 4. hodině odpol. přibyla, konají se zde štvanice.: [1087, 377, 1703, 428]
- bourse-value: —: [1367, 1826, 1381, 1841]
- bourse-value: 65.40: [1663, 1810, 1701, 1825]
